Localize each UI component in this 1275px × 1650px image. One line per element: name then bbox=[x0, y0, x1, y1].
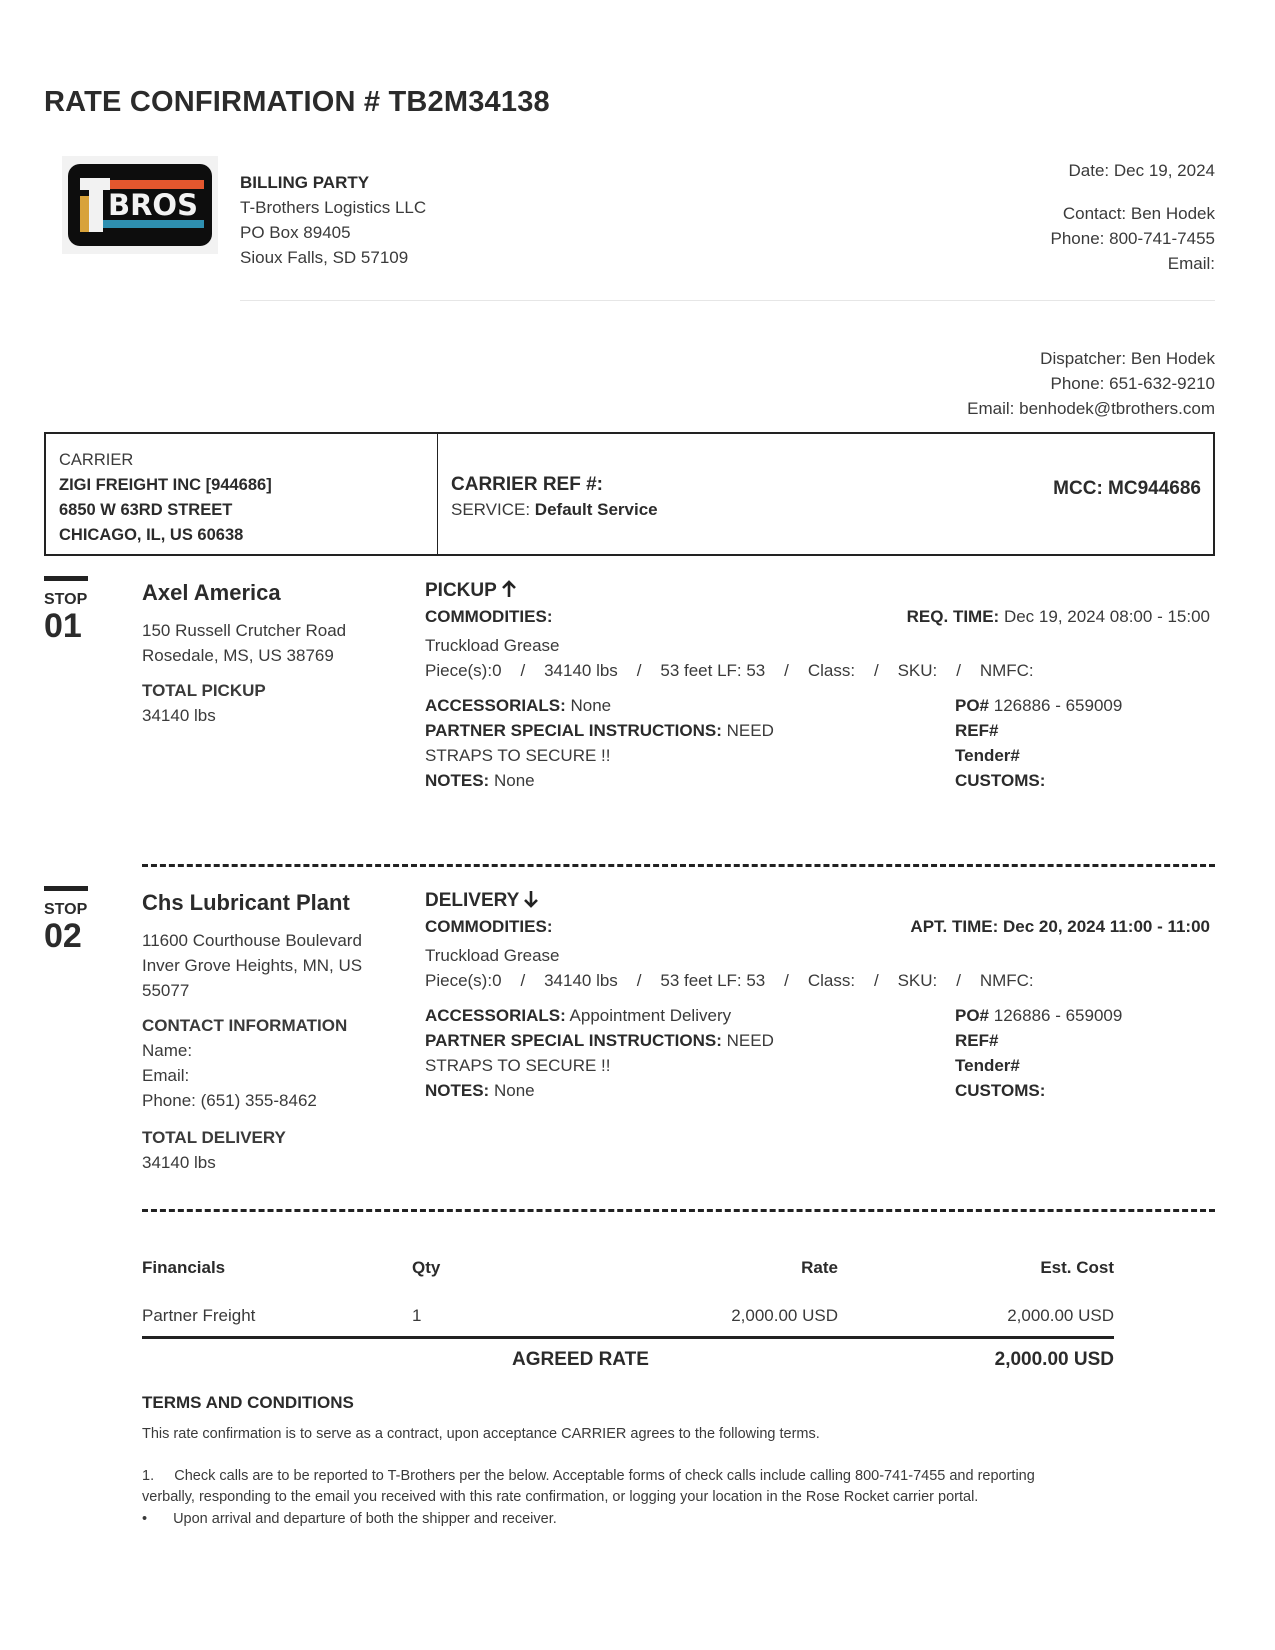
stop-address-2: Rosedale, MS, US 38769 bbox=[142, 646, 334, 665]
carrier-name: ZIGI FREIGHT INC [944686] bbox=[59, 476, 272, 494]
total-label: TOTAL PICKUP bbox=[142, 681, 266, 700]
po-value: 126886 - 659009 bbox=[993, 1006, 1123, 1025]
stop-label: STOP bbox=[44, 591, 88, 608]
stop-type: DELIVERY bbox=[425, 890, 520, 911]
carrier-box bbox=[44, 432, 1215, 556]
instructions-value-cont: STRAPS TO SECURE !! bbox=[425, 1056, 611, 1075]
accessorials-value: Appointment Delivery bbox=[569, 1006, 732, 1025]
instructions-label: PARTNER SPECIAL INSTRUCTIONS: bbox=[425, 1031, 722, 1050]
carrier-label: CARRIER bbox=[59, 451, 134, 469]
dispatcher-name: Dispatcher: Ben Hodek bbox=[1040, 349, 1215, 368]
instructions-value-cont: STRAPS TO SECURE !! bbox=[425, 746, 611, 765]
total-value: 34140 lbs bbox=[142, 1153, 216, 1172]
carrier-ref bbox=[451, 472, 658, 522]
row-desc: Partner Freight bbox=[142, 1296, 412, 1338]
instructions-value: NEED bbox=[726, 721, 774, 740]
bullet-icon: • bbox=[142, 1511, 148, 1527]
contact-info-email: Email: bbox=[142, 1066, 190, 1085]
time-label: REQ. TIME: bbox=[906, 607, 1000, 626]
stop-divider bbox=[142, 1209, 1215, 1212]
customs-label: CUSTOMS: bbox=[955, 771, 1046, 790]
terms-bullet-1: • Upon arrival and departure of both the shipper and receiver. bbox=[142, 1511, 557, 1527]
notes-value: None bbox=[493, 1081, 535, 1100]
svg-text:BROS: BROS bbox=[108, 188, 198, 222]
time-value: Dec 20, 2024 11:00 - 11:00 bbox=[1003, 917, 1210, 936]
commodity-details: Piece(s):0 / 34140 lbs / 53 feet LF: 53 / Class: / SKU: / NMFC: bbox=[425, 971, 1034, 990]
accessorials-label: ACCESSORIALS: bbox=[425, 696, 566, 715]
financials-table bbox=[142, 1258, 1114, 1379]
total-value: 34140 lbs bbox=[142, 706, 216, 725]
time-value: Dec 19, 2024 08:00 - 15:00 bbox=[1003, 607, 1210, 626]
stop-type: PICKUP bbox=[425, 580, 497, 601]
terms-title: TERMS AND CONDITIONS bbox=[142, 1393, 354, 1412]
service-label: SERVICE: bbox=[451, 500, 531, 519]
contact-info-phone: Phone: (651) 355-8462 bbox=[142, 1091, 317, 1110]
commodities-label: COMMODITIES: bbox=[425, 607, 553, 626]
po-label: PO# bbox=[955, 696, 990, 715]
po-value: 126886 - 659009 bbox=[993, 696, 1123, 715]
accessorials-value: None bbox=[570, 696, 612, 715]
contact-info-label: CONTACT INFORMATION bbox=[142, 1016, 348, 1035]
billing-address-1: PO Box 89405 bbox=[240, 223, 351, 242]
stop-name: Axel America bbox=[142, 580, 281, 605]
tender-label: Tender# bbox=[955, 746, 1020, 765]
time-label: APT. TIME: bbox=[910, 917, 999, 936]
stop-01-location bbox=[142, 580, 346, 728]
stop-name: Chs Lubricant Plant bbox=[142, 890, 350, 915]
commodities-label: COMMODITIES: bbox=[425, 917, 553, 936]
stop-02-details bbox=[425, 890, 1210, 1103]
agreed-rate-label: AGREED RATE bbox=[512, 1349, 649, 1370]
row-rate: 2,000.00 USD bbox=[582, 1296, 838, 1338]
document-date: Date: Dec 19, 2024 bbox=[1068, 161, 1215, 180]
stop-number: 02 bbox=[44, 917, 82, 955]
page-title: RATE CONFIRMATION # TB2M34138 bbox=[44, 86, 550, 118]
terms-intro: This rate confirmation is to serve as a contract, upon acceptance CARRIER agrees to the following terms. bbox=[142, 1426, 820, 1442]
po-label: PO# bbox=[955, 1006, 990, 1025]
total-label: TOTAL DELIVERY bbox=[142, 1128, 286, 1147]
stop-label: STOP bbox=[44, 901, 88, 918]
stop-divider bbox=[142, 864, 1215, 867]
col-rate: Rate bbox=[801, 1258, 838, 1277]
table-row bbox=[142, 1296, 1114, 1338]
notes-label: NOTES: bbox=[425, 771, 490, 790]
carrier-mcc: MCC: MC944686 bbox=[1053, 478, 1201, 499]
notes-value: None bbox=[493, 771, 535, 790]
notes-label: NOTES: bbox=[425, 1081, 490, 1100]
dispatcher-phone: Phone: 651-632-9210 bbox=[1050, 374, 1215, 393]
stop-address-1: 150 Russell Crutcher Road bbox=[142, 621, 347, 640]
carrier-ref-label: CARRIER REF #: bbox=[451, 474, 604, 495]
col-est-cost: Est. Cost bbox=[1040, 1258, 1114, 1277]
stop-02-location bbox=[142, 890, 362, 1175]
stop-address-1: 11600 Courthouse Boulevard bbox=[142, 931, 362, 950]
instructions-label: PARTNER SPECIAL INSTRUCTIONS: bbox=[425, 721, 722, 740]
stop-01-details bbox=[425, 580, 1210, 793]
stop-address-3: 55077 bbox=[142, 981, 190, 1000]
divider bbox=[240, 300, 1215, 301]
contact-name: Contact: Ben Hodek bbox=[1062, 204, 1215, 223]
stop-number: 01 bbox=[44, 607, 82, 645]
row-cost: 2,000.00 USD bbox=[838, 1296, 1114, 1338]
col-financials: Financials bbox=[142, 1258, 226, 1277]
contact-email: Email: bbox=[1167, 254, 1215, 273]
accessorials-label: ACCESSORIALS: bbox=[425, 1006, 566, 1025]
customs-label: CUSTOMS: bbox=[955, 1081, 1046, 1100]
company-logo bbox=[62, 156, 218, 254]
ref-label: REF# bbox=[955, 721, 999, 740]
contact-info-name: Name: bbox=[142, 1041, 193, 1060]
stop-bar bbox=[44, 576, 88, 581]
stop-address-2: Inver Grove Heights, MN, US bbox=[142, 956, 363, 975]
tender-label: Tender# bbox=[955, 1056, 1020, 1075]
stop-01-marker bbox=[44, 576, 88, 646]
billing-name: T-Brothers Logistics LLC bbox=[240, 198, 427, 217]
carrier-city: CHICAGO, IL, US 60638 bbox=[59, 526, 244, 544]
billing-address-2: Sioux Falls, SD 57109 bbox=[240, 248, 409, 267]
contact-block bbox=[1051, 158, 1215, 276]
arrow-up-icon bbox=[501, 580, 517, 598]
commodity-details: Piece(s):0 / 34140 lbs / 53 feet LF: 53 / Class: / SKU: / NMFC: bbox=[425, 661, 1034, 680]
service-value: Default Service bbox=[534, 500, 658, 519]
contact-phone: Phone: 800-741-7455 bbox=[1050, 229, 1215, 248]
carrier-info bbox=[46, 434, 438, 554]
carrier-street: 6850 W 63RD STREET bbox=[59, 501, 233, 519]
dispatcher-block bbox=[967, 346, 1215, 421]
commodity-name: Truckload Grease bbox=[425, 946, 560, 965]
ref-label: REF# bbox=[955, 1031, 999, 1050]
dispatcher-email[interactable]: Email: benhodek@tbrothers.com bbox=[967, 399, 1215, 418]
terms-item-1: 1. Check calls are to be reported to T-Brothers per the below. Acceptable forms of check calls include calling 800-741-7455 and reporting verbally, responding to the email you received with this rate confirmation, or logging your location in the Rose Rocket carrier portal. bbox=[142, 1468, 1035, 1505]
billing-heading: BILLING PARTY bbox=[240, 173, 370, 192]
billing-party bbox=[240, 170, 426, 270]
col-qty: Qty bbox=[412, 1258, 441, 1277]
stop-bar bbox=[44, 886, 88, 891]
tbros-logo-icon bbox=[62, 156, 218, 254]
commodity-name: Truckload Grease bbox=[425, 636, 560, 655]
agreed-rate-value: 2,000.00 USD bbox=[994, 1349, 1114, 1370]
stop-02-marker bbox=[44, 886, 88, 956]
arrow-down-icon bbox=[523, 890, 539, 908]
row-qty: 1 bbox=[412, 1296, 582, 1338]
instructions-value: NEED bbox=[726, 1031, 774, 1050]
